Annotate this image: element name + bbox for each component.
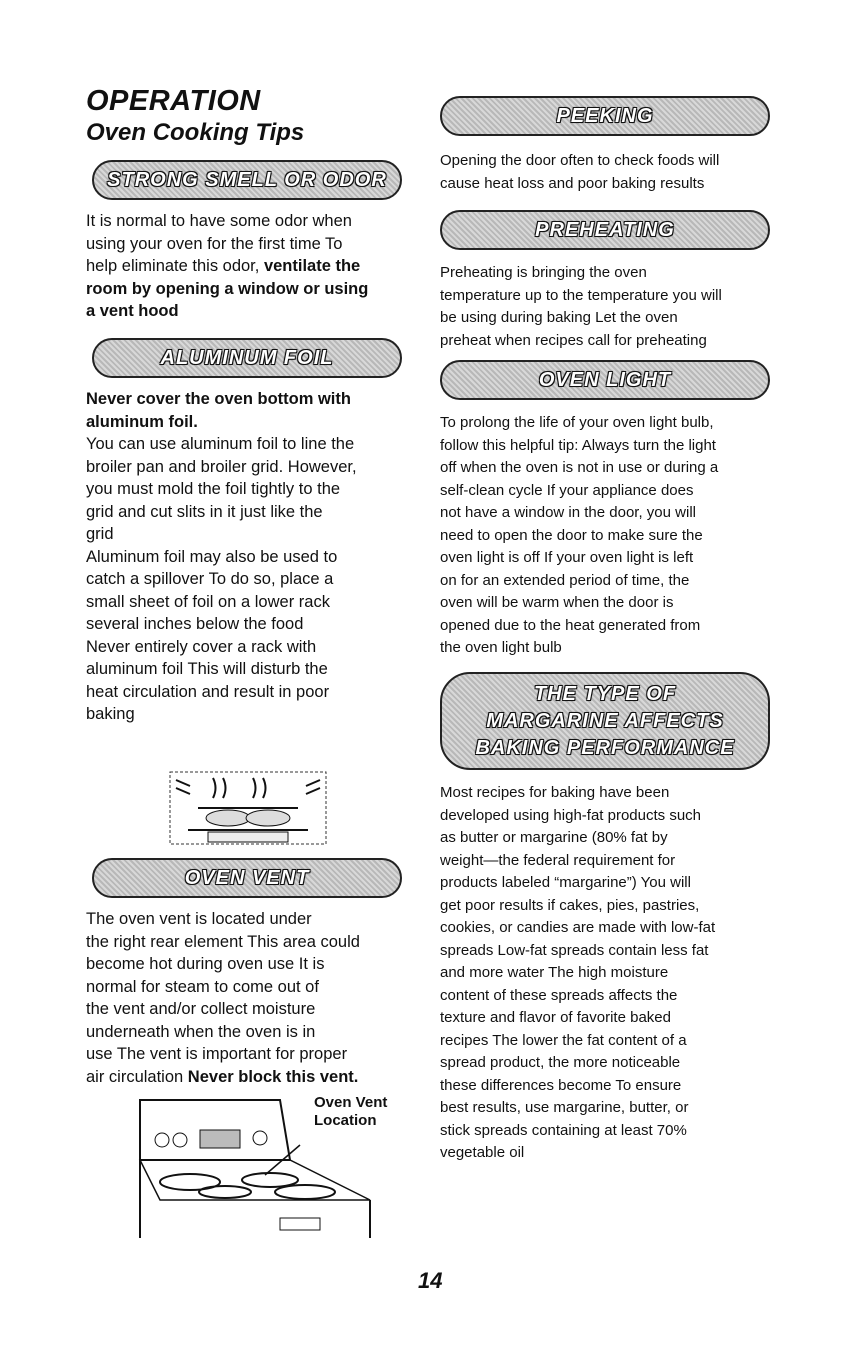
page-number: 14: [418, 1268, 443, 1293]
page-subtitle: Oven Cooking Tips: [86, 119, 305, 146]
peeking-body: Opening the door often to check foods will cause heat loss and poor baking results: [440, 152, 720, 192]
preheating-body: Preheating is bringing the oven temperature up to the temperature you will be using during baking Let the oven preheat when recipes call for preheating: [440, 264, 722, 349]
section-heading-peeking: PEEKING: [440, 96, 770, 136]
section-heading-aluminum-foil: ALUMINUM FOIL: [92, 338, 402, 378]
section-heading-margarine: THE TYPE OF MARGARINE AFFECTS BAKING PERFORMANCE: [440, 672, 770, 770]
section-heading-preheating: PREHEATING: [440, 210, 770, 250]
strong-smell-body: It is normal to have some odor when using your oven for the first time To help eliminate this odor, ventilate the room by opening a window or using a vent hood: [86, 212, 369, 320]
oven-light-body: To prolong the life of your oven light bulb, follow this helpful tip: Always turn the light off when the oven is not in use or during a self-clean cycle If your appliance does not have a window in the door, you will need to open the door to make sure the oven light is off If your oven light is left on for an extended period of time, the oven will be warm when the door is opened due to the heat generated from the oven light bulb: [440, 414, 719, 656]
margarine-body: Most recipes for baking have been developed using high-fat products such as butter or margarine (80% fat by weight—the federal requirement for products labeled “margarine”) You will get poor results if cakes, pies, pastries, cookies, or candies are made with low-fat spreads Low-fat spreads contain less fat and more water The high moisture content of these spreads affects the texture and flavor of favorite baked recipes The lower the fat content of a spread product, the more noticeable these differences become To ensure best results, use margarine, butter, or stick spreads containing at least 70% vegetable oil: [440, 784, 716, 1161]
oven-vent-callout: Oven Vent Location: [314, 1094, 388, 1129]
section-heading-oven-vent: OVEN VENT: [92, 858, 402, 898]
oven-foil-illustration: [168, 768, 328, 848]
section-heading-strong-smell: STRONG SMELL OR ODOR: [92, 160, 402, 200]
section-heading-oven-light: OVEN LIGHT: [440, 360, 770, 400]
oven-vent-body: The oven vent is located under the right rear element This area could become hot during oven use It is normal for steam to come out of the vent and/or collect moisture underneath when the oven is in use The vent is important for proper air circulation Never block this vent.: [86, 910, 360, 1086]
aluminum-foil-body: Never cover the oven bottom with aluminum foil. You can use aluminum foil to line the broiler pan and broiler grid. However, you must mold the foil tightly to the grid and cut slits in it just like the grid Aluminum foil may also be used to catch a spillover To do so, place a small sheet of foil on a lower rack several inches below the food Never entirely cover a rack with aluminum foil This will disturb the heat circulation and result in poor baking: [86, 390, 357, 723]
page-title: OPERATION: [86, 85, 261, 117]
